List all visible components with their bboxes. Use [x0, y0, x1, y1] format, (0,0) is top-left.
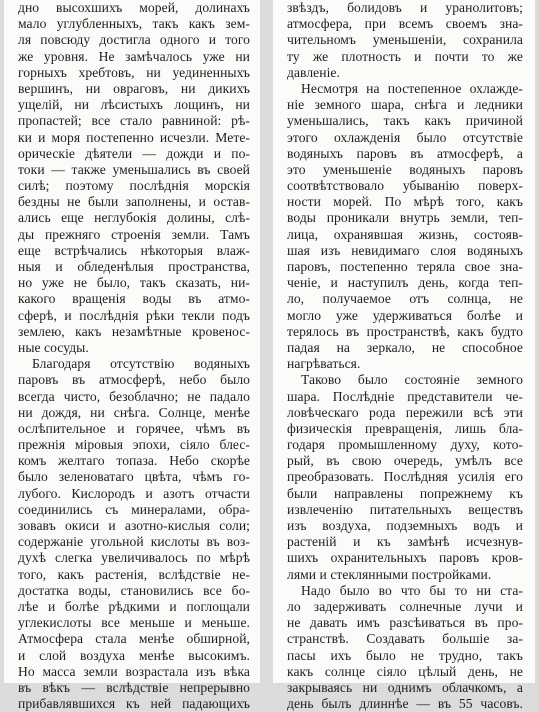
text-line: лица, охранявшая жизнь, состояв- [287, 226, 523, 242]
text-line: уменьшались, такъ какъ причиной [287, 113, 523, 129]
text-line: Атмосфера стала менѣе обширной, [18, 631, 250, 647]
text-line: но уже не было, такъ сказать, ни- [18, 275, 250, 291]
text-line: соединились съ минералами, обра- [18, 501, 250, 517]
text-line: пропастей; все стало равниной: рѣ- [18, 113, 250, 129]
text-line: Таково было состояніе земного [301, 372, 523, 388]
text-line: Благодаря отсутствію водяныхъ [32, 356, 250, 372]
text-line: всегда чисто, безоблачно; не падало [18, 388, 250, 404]
text-line: достатка воды, становились все бо- [18, 582, 250, 598]
text-line: чительномъ уменьшеніи, сохранила [287, 32, 523, 48]
text-line: ущелій, ни лѣсистыхъ лощинъ, ни [18, 97, 250, 113]
left-text-column [18, 0, 250, 712]
text-line: паровъ, постепенно теряла свое зна- [287, 259, 523, 274]
text-line: зовавъ окиси и азотно-кислыя соли; [18, 518, 250, 533]
text-line: и слой воздуха менѣе высокимъ. [18, 647, 250, 663]
text-line: шара. Послѣдніе представители че- [287, 388, 523, 404]
text-line: этого охлажденія было отсутствіе [287, 129, 523, 145]
text-line: какого вращенія воды въ атмо- [18, 291, 250, 307]
text-line: сферѣ, и послѣднія рѣки текли подъ [18, 307, 250, 323]
text-line: растеній и къ замѣнѣ исчезнув- [287, 534, 523, 550]
text-line: лубого. Кислородъ и азотъ отчасти [18, 485, 250, 501]
text-line: того, какъ растенія, вслѣдствіе не- [18, 566, 250, 582]
text-line: Несмотря на постепенное охлажде- [301, 80, 523, 96]
text-line: извлеченію питательныхъ веществъ [287, 501, 523, 517]
text-line: изъ воздуха, подземныхъ водъ и [287, 518, 523, 533]
text-line: землею, какъ незамѣтные кровенос- [18, 323, 250, 339]
text-line: лями и стеклянными постройками. [287, 566, 492, 582]
text-line: терялось въ пространствѣ, какъ будто [287, 323, 523, 339]
text-line: давленіе. [287, 64, 340, 80]
text-line: ло задерживать солнечные лучи и [287, 598, 523, 614]
text-line: ло, получаемое отъ солнца, не [287, 291, 523, 307]
text-line: не давать имъ разсѣиваться въ про- [287, 615, 523, 631]
left-page [4, 0, 260, 712]
text-line: же уровня. Не замѣчалось уже ни [18, 48, 250, 64]
text-line: вершинъ, ни овраговъ, ни дикихъ [18, 80, 250, 96]
text-line: годаря промышленному духу, кото- [287, 437, 523, 453]
text-line: ослѣпительное и горячее, чѣмъ въ [18, 420, 250, 436]
text-line: могло уже удерживаться болѣе и [287, 307, 523, 323]
text-line: токи — также уменьшались въ своей [18, 161, 250, 177]
text-line: мало углубленныхъ, такъ какъ зем- [18, 16, 250, 32]
text-line: ности морей. По мѣрѣ того, какъ [287, 194, 523, 210]
text-line: углекислоты все меньше и меньше. [18, 615, 250, 631]
text-line: ды прежняго строенія земли. Тамъ [18, 226, 250, 242]
text-line: ніе земного шара, снѣга и ледники [287, 97, 523, 113]
text-line: ались еще неглубокія долины, слѣ- [18, 210, 250, 226]
text-line: шая изъ невидимаго слоя водяныхъ [287, 242, 523, 258]
text-line: шихъ охранительныхъ паровъ кров- [287, 550, 523, 566]
text-line: бездны не были заполнены, и остав- [18, 194, 250, 210]
text-line: духѣ слегка увеличивалось по мѣрѣ [18, 550, 250, 566]
text-line: атмосфера, при всемъ своемъ зна- [287, 16, 523, 32]
text-line: орическіе дѣятели — дожди и по- [18, 145, 250, 161]
text-line: Но масса земли возрастала изъ вѣка [18, 663, 250, 679]
text-line: ченіе, и наступилъ день, когда теп- [287, 275, 523, 291]
text-line: пасы ихъ было не трудно, такъ [287, 647, 523, 663]
text-line: воды проникали внутрь земли, теп- [287, 210, 523, 226]
text-line: паровъ въ атмосферѣ, небо было [18, 372, 250, 388]
text-line: горныхъ хребтовъ, ни уединенныхъ [18, 64, 250, 80]
text-line: ту же плотность и почти то же [287, 48, 523, 64]
text-line: звѣздъ, болидовъ и уранолитовъ; [287, 0, 523, 15]
text-line: комъ желтаго топаза. Небо скорѣе [18, 453, 250, 469]
text-line: рый, въ свою очередь, умѣлъ все [287, 453, 523, 469]
right-text-column [287, 0, 523, 712]
text-line: прежнія міровыя эпохи, сіяло блес- [18, 437, 250, 453]
text-line: странствѣ. Создавать большіе за- [287, 631, 523, 647]
text-line: ныя и обледенѣлыя пространства, [18, 259, 250, 274]
text-line: это уменьшеніе водяныхъ паровъ [287, 161, 523, 177]
text-line: какъ солнце сіяло цѣлый день, не [287, 663, 523, 679]
text-line: нагрѣваться. [287, 356, 361, 372]
text-line: падая на зеркало, не способное [287, 339, 523, 355]
text-line: преобразовать. Послѣдняя усилія его [287, 469, 523, 485]
text-line: лѣе и болѣе рѣдкими и поглощали [18, 598, 250, 614]
text-line: Надо было во что бы то ни ста- [301, 582, 523, 598]
text-line: силѣ; поэтому послѣднія морскія [18, 178, 250, 194]
text-line: ля повсюду достигла одного и того [18, 32, 250, 48]
text-line: еще встрѣчались нѣкоторыя влаж- [18, 242, 250, 258]
text-line: водяныхъ паровъ въ атмосферѣ, а [287, 145, 523, 161]
text-line: содержаніе угольной кислоты въ воз- [18, 534, 250, 550]
text-line: ловѣческаго рода пережили всѣ эти [287, 404, 523, 420]
text-line: закрываясь ни однимъ облачкомъ, а [287, 679, 523, 695]
text-line: соотвѣтствовало убыванію поверх- [287, 178, 523, 194]
right-page [273, 0, 535, 712]
text-line: физическія превращенія, лишь бла- [287, 420, 523, 436]
text-line: были направлены попрежнему къ [287, 485, 523, 501]
text-line: ки и моря постепенно исчезли. Мете- [18, 129, 250, 145]
text-line: дно высохшихъ морей, долинахъ [18, 0, 250, 15]
text-line: прибавлявшихся къ ней падающихъ [18, 696, 250, 712]
text-line: ные сосуды. [18, 339, 89, 355]
text-line: ни дождя, ни снѣга. Солнце, менѣе [18, 404, 250, 420]
text-line: въ вѣкъ — вслѣдствіе непрерывно [18, 679, 250, 695]
text-line: было зеленоватаго цвѣта, чѣмъ го- [18, 469, 250, 485]
text-line: день былъ длиннѣе — въ 55 часовъ. [287, 696, 523, 712]
